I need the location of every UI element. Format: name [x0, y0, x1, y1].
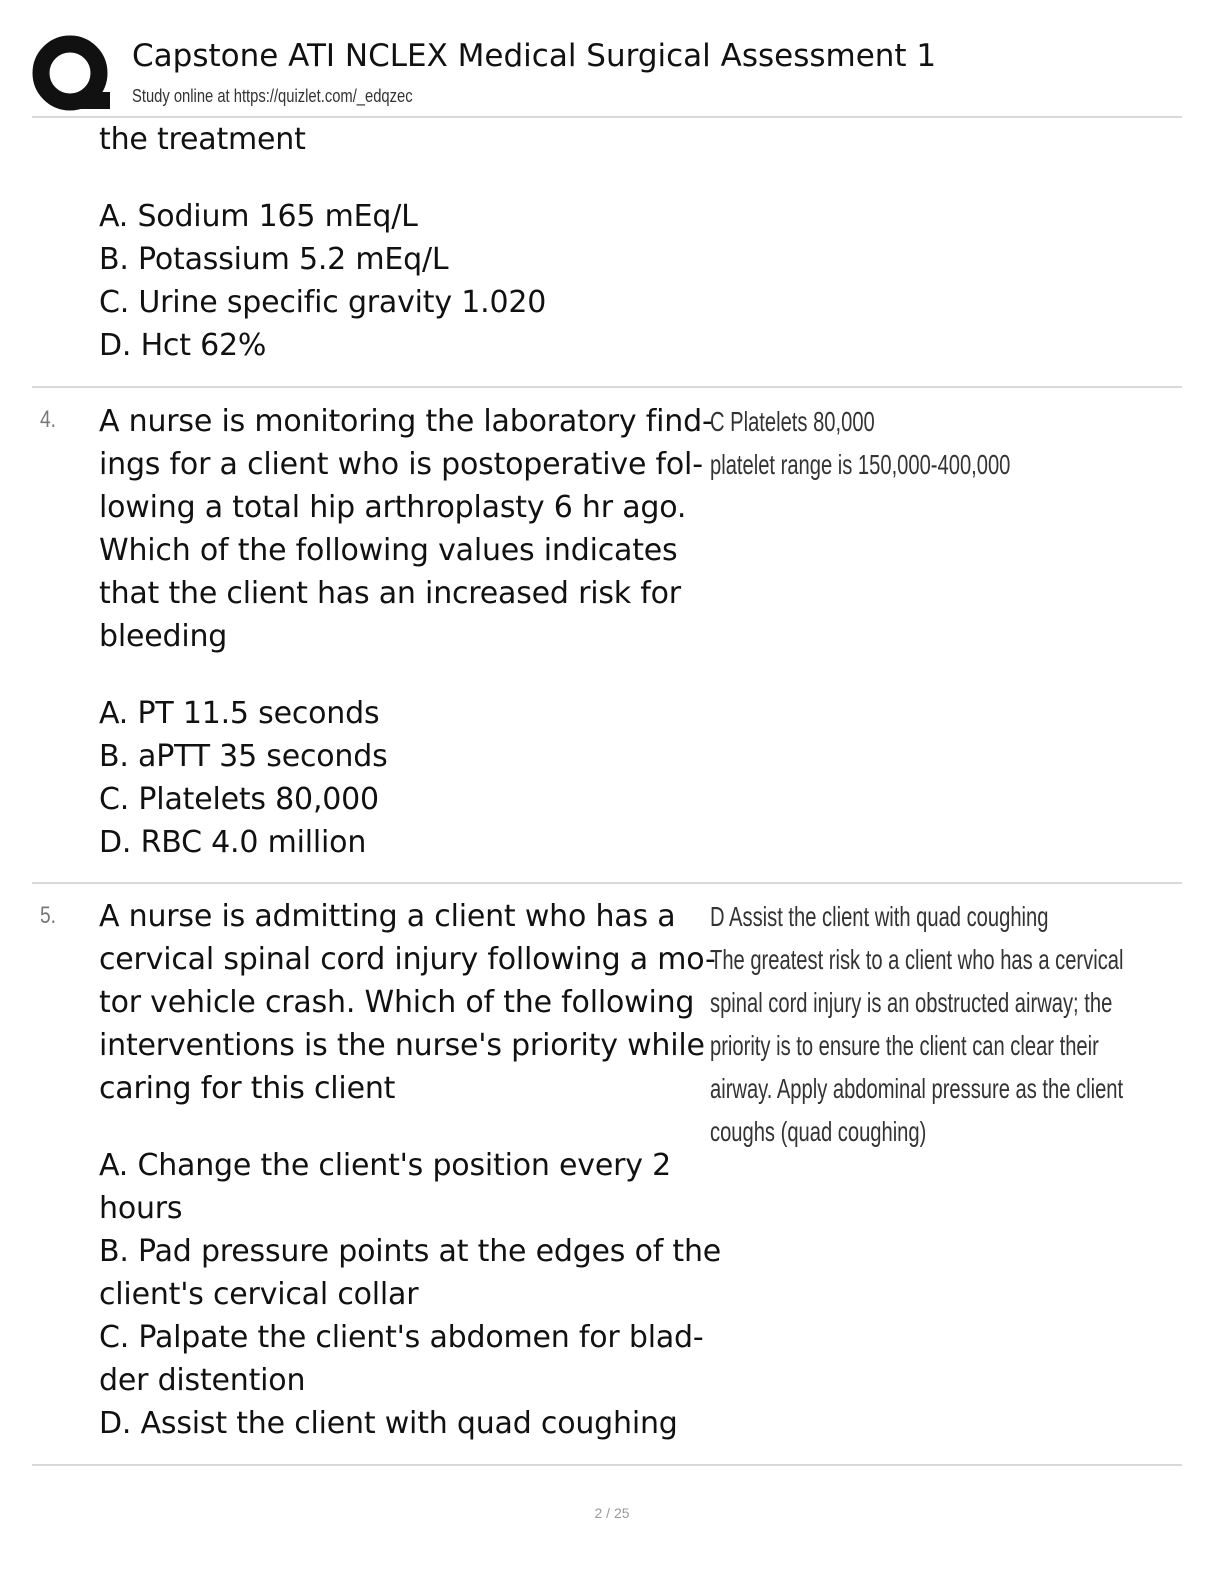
page-title: Capstone ATI NCLEX Medical Surgical Assessment 1 [132, 38, 937, 74]
question-line: A nurse is admitting a client who has a [99, 899, 676, 934]
card4-answer [710, 400, 1010, 486]
option-d: D. Hct 62% [99, 328, 267, 363]
card-divider [32, 386, 1182, 388]
option-a-cont: hours [99, 1191, 183, 1226]
card5-question [99, 895, 719, 1110]
card4-question [99, 400, 719, 658]
question-line: A nurse is monitoring the laboratory find- [99, 404, 713, 439]
card5-number: 5. [40, 902, 57, 929]
answer-line: C Platelets 80,000 [710, 406, 875, 437]
question-line: ings for a client who is postoperative fol- [99, 447, 703, 482]
answer-line: spinal cord injury is an obstructed airway; the [710, 987, 1113, 1018]
answer-line: coughs (quad coughing) [710, 1116, 927, 1147]
question-line: tor vehicle crash. Which of the following [99, 985, 695, 1020]
study-online-link[interactable]: Study online at https://quizlet.com/_edqzec [132, 86, 413, 106]
card4-number: 4. [40, 406, 57, 433]
answer-line: D Assist the client with quad coughing [710, 901, 1049, 932]
question-line: caring for this client [99, 1071, 396, 1106]
option-b-cont: client's cervical collar [99, 1277, 419, 1312]
card5-answer [710, 895, 1123, 1153]
option-b: B. Potassium 5.2 mEq/L [99, 242, 449, 277]
question-line: the treatment [99, 122, 306, 157]
option-c: C. Platelets 80,000 [99, 782, 379, 817]
option-c-cont: der distention [99, 1363, 306, 1398]
card3-question [99, 118, 719, 161]
option-c: C. Urine specific gravity 1.020 [99, 285, 547, 320]
option-d: D. Assist the client with quad coughing [99, 1406, 678, 1441]
option-c: C. Palpate the client's abdomen for blad- [99, 1320, 704, 1355]
question-line: bleeding [99, 619, 228, 654]
question-line: interventions is the nurse's priority while [99, 1028, 705, 1063]
card3-options [99, 195, 719, 367]
answer-line: The greatest risk to a client who has a cervical [710, 944, 1124, 975]
quizlet-q-logo-icon [32, 34, 112, 114]
option-a: A. Change the client's position every 2 [99, 1148, 671, 1183]
question-line: cervical spinal cord injury following a mo- [99, 942, 716, 977]
card5-options [99, 1144, 722, 1445]
option-a: A. Sodium 165 mEq/L [99, 199, 418, 234]
card-divider [32, 1464, 1182, 1466]
answer-line: airway. Apply abdominal pressure as the client [710, 1073, 1124, 1104]
card-divider [32, 882, 1182, 884]
option-d: D. RBC 4.0 million [99, 825, 367, 860]
question-line: lowing a total hip arthroplasty 6 hr ago. [99, 490, 687, 525]
answer-line: priority is to ensure the client can clear their [710, 1030, 1099, 1061]
page-number: 2 / 25 [594, 1505, 630, 1521]
option-b: B. aPTT 35 seconds [99, 739, 388, 774]
question-line: that the client has an increased risk for [99, 576, 681, 611]
option-a: A. PT 11.5 seconds [99, 696, 380, 731]
option-b: B. Pad pressure points at the edges of the [99, 1234, 722, 1269]
question-line: Which of the following values indicates [99, 533, 678, 568]
answer-line: platelet range is 150,000-400,000 [710, 449, 1011, 480]
card4-options [99, 692, 719, 864]
